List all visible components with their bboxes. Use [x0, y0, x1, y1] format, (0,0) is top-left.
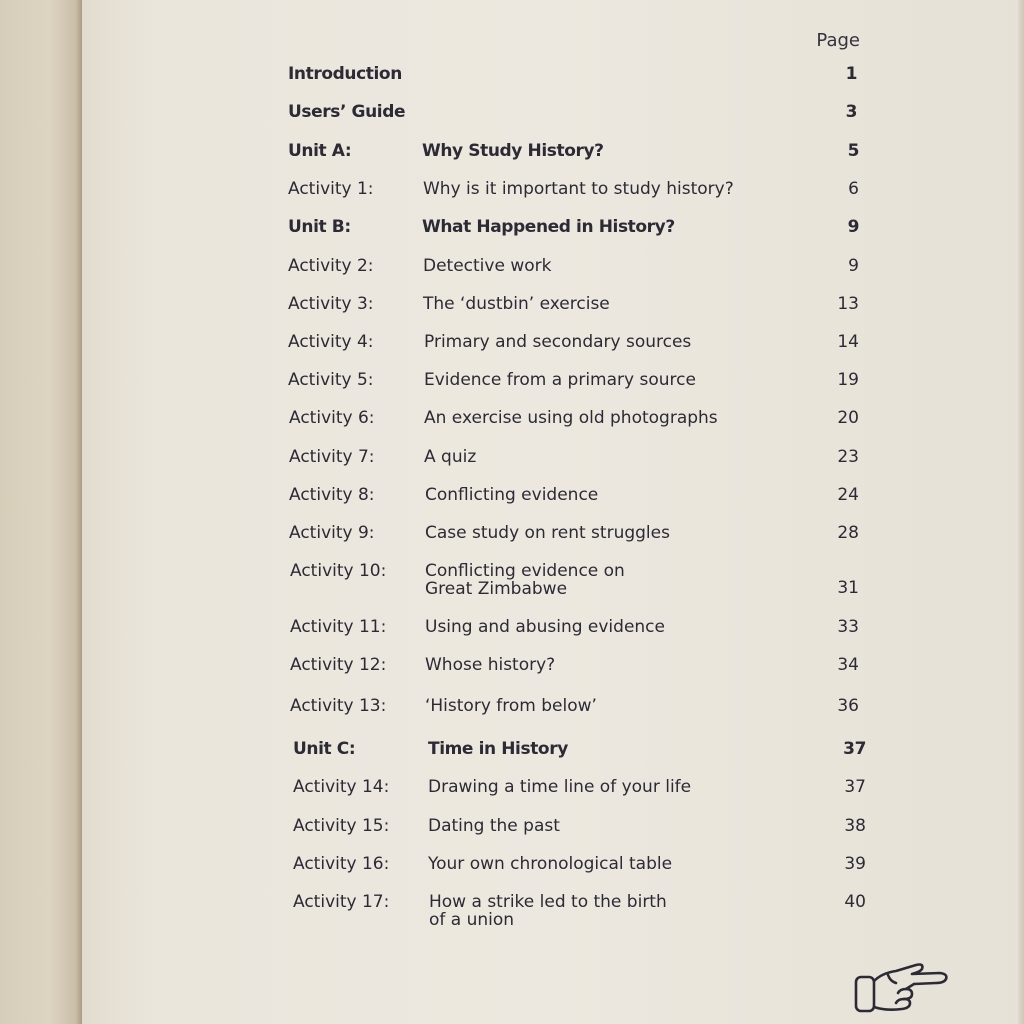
toc-title: ‘History from below’	[425, 696, 597, 716]
toc-label: Activity 7:	[289, 447, 375, 467]
toc-label: Introduction	[288, 64, 402, 84]
toc-page-number: 19	[837, 370, 859, 390]
toc-title: An exercise using old photographs	[424, 408, 718, 428]
toc-label: Activity 1:	[288, 179, 374, 199]
toc-page-number: 5	[847, 141, 859, 161]
toc-title: Time in History	[428, 739, 568, 759]
toc-page-number: 38	[844, 816, 866, 836]
toc-page-number: 34	[837, 655, 859, 675]
toc-label: Activity 12:	[290, 655, 387, 675]
toc-label: Activity 16:	[293, 854, 390, 874]
toc-label: Activity 10:	[290, 561, 387, 581]
toc-page-number: 39	[844, 854, 866, 874]
toc-label: Unit C:	[293, 739, 356, 759]
toc-page-number: 1	[845, 64, 857, 84]
toc-page-number: 13	[837, 294, 859, 314]
toc-title: What Happened in History?	[422, 217, 675, 237]
pointing-hand-icon	[852, 955, 952, 1017]
toc-label: Activity 9:	[289, 523, 375, 543]
toc-title-continued: of a union	[429, 910, 515, 930]
toc-page-number: 9	[847, 217, 859, 237]
toc-page-number: 9	[848, 256, 859, 276]
toc-page-number: 36	[837, 696, 859, 716]
toc-label: Activity 15:	[293, 816, 390, 836]
toc-title: Dating the past	[428, 816, 560, 836]
toc-title: Whose history?	[425, 655, 556, 675]
toc-label: Users’ Guide	[288, 102, 406, 122]
toc-label: Unit A:	[288, 141, 352, 161]
toc-page-number: 14	[837, 332, 859, 352]
toc-page-number: 37	[844, 777, 866, 797]
toc-page-number: 6	[848, 179, 859, 199]
toc-label: Activity 14:	[293, 777, 390, 797]
toc-label: Activity 5:	[288, 370, 374, 390]
toc-page-number: 37	[843, 739, 866, 759]
toc-title: Using and abusing evidence	[425, 617, 665, 637]
toc-page-number: 23	[837, 447, 859, 467]
toc-title: Detective work	[423, 256, 552, 276]
toc-page-number: 3	[845, 102, 857, 122]
toc-page-number: 40	[844, 892, 866, 912]
toc-label: Activity 6:	[289, 408, 375, 428]
toc-title: Why Study History?	[422, 141, 604, 161]
toc-page-number: 33	[837, 617, 859, 637]
toc-label: Activity 8:	[289, 485, 375, 505]
toc-title: How a strike led to the birth	[429, 892, 667, 912]
toc-title: Drawing a time line of your life	[428, 777, 692, 797]
toc-label: Unit B:	[288, 217, 351, 237]
page-column-header: Page	[816, 30, 860, 51]
toc-page-number: 24	[837, 485, 859, 505]
toc-title: The ‘dustbin’ exercise	[423, 294, 610, 314]
toc-label: Activity 13:	[290, 696, 387, 716]
toc-title: Your own chronological table	[428, 854, 673, 874]
toc-label: Activity 11:	[290, 617, 387, 637]
toc-label: Activity 4:	[288, 332, 374, 352]
toc-title: Conflicting evidence	[425, 485, 599, 505]
toc-title-continued: Great Zimbabwe	[425, 579, 568, 599]
toc-label: Activity 2:	[288, 256, 374, 276]
toc-title: Primary and secondary sources	[424, 332, 692, 352]
toc-page-number: 28	[837, 523, 859, 543]
toc-page-number: 31	[837, 578, 859, 598]
toc-title: Why is it important to study history?	[423, 179, 734, 199]
toc-label: Activity 17:	[293, 892, 390, 912]
toc-title: Conflicting evidence on	[425, 561, 625, 581]
toc-label: Activity 3:	[288, 294, 374, 314]
toc-page-number: 20	[837, 408, 859, 428]
toc-title: Case study on rent struggles	[425, 523, 670, 543]
toc-title: A quiz	[424, 447, 477, 467]
toc-title: Evidence from a primary source	[424, 370, 696, 390]
